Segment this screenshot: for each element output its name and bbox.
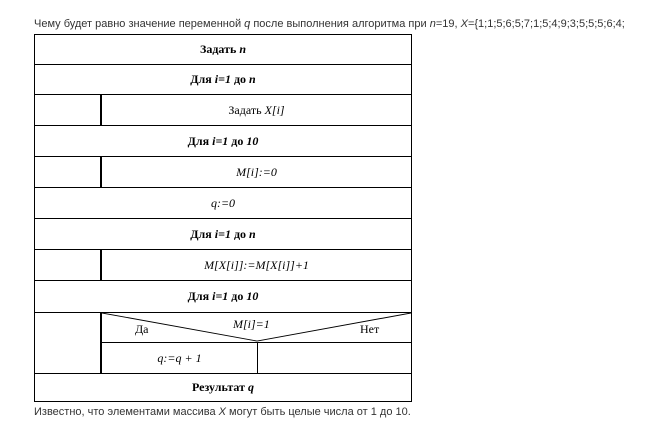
loop2-word: Для [187,133,210,148]
loop2-body-indent [34,156,101,188]
yes-label: Да [135,322,149,336]
result-word: Результат [191,380,245,394]
set-n-var: n [239,42,247,56]
condition-text: M[i]=1 [233,317,270,331]
loop2-to: до [231,133,244,148]
loop3-body-indent [34,249,101,281]
loop4-word: Для [187,289,210,303]
loop1-body-indent [34,94,101,126]
assign-q-block [34,187,412,219]
loop4-body-indent [34,312,101,374]
set-x-word: Задать [228,102,262,117]
loop3-end: n [249,226,256,241]
loop1-to: до [233,72,247,86]
assign-m-text: M[i]:=0 [236,164,277,179]
no-label: Нет [360,322,380,336]
loop2-expr: i=1 [212,133,229,148]
loop3-expr: i=1 [214,226,231,241]
result-var: q [248,380,254,394]
loop3-word: Для [190,226,212,241]
algorithm-diagram [34,34,412,402]
note-prefix: Известно, что элементами массива [34,406,219,418]
yes-branch [101,342,258,374]
loop1-header [34,64,412,95]
loop2-header [34,125,412,157]
increment-text: M[X[i]]:=M[X[i]]+1 [204,257,309,272]
loop4-header [34,280,412,313]
assign-m-block [101,156,412,188]
loop2-end: 10 [246,133,259,148]
question-middle: после выполнения алгоритма при [250,18,430,30]
loop3-header [34,218,412,250]
question-prefix: Чему будет равно значение переменной [34,18,245,30]
question-n-label: n [429,18,436,30]
no-branch [257,342,412,374]
question-x-value: ={1;1;5;6;5;7;1;5;4;9;3;5;5;5;6;4; [467,18,625,30]
note-suffix: могут быть целые числа от 1 до 10. [225,406,411,418]
loop1-expr: i=1 [214,72,231,86]
assign-q-text: q:=0 [210,195,236,210]
set-x-block [101,94,412,126]
loop4-end: 10 [246,289,259,303]
question-var-q: q [244,18,251,30]
set-n-block [34,34,412,65]
increment-block [101,249,412,281]
q-increment-text: q:=q + 1 [157,350,202,365]
loop4-to: до [231,289,244,303]
set-n-word: Задать [199,42,237,56]
condition-block [101,312,412,343]
loop1-end: n [249,72,256,86]
note-text [34,406,411,418]
question-text [34,18,625,30]
loop3-to: до [233,226,247,241]
set-x-var: X[i] [264,102,285,117]
result-block [34,373,412,402]
question-n-value: =19, [435,18,461,30]
question-x-label: X [460,18,468,30]
loop4-expr: i=1 [212,289,229,303]
note-var: X [218,406,226,418]
loop1-word: Для [190,72,212,86]
